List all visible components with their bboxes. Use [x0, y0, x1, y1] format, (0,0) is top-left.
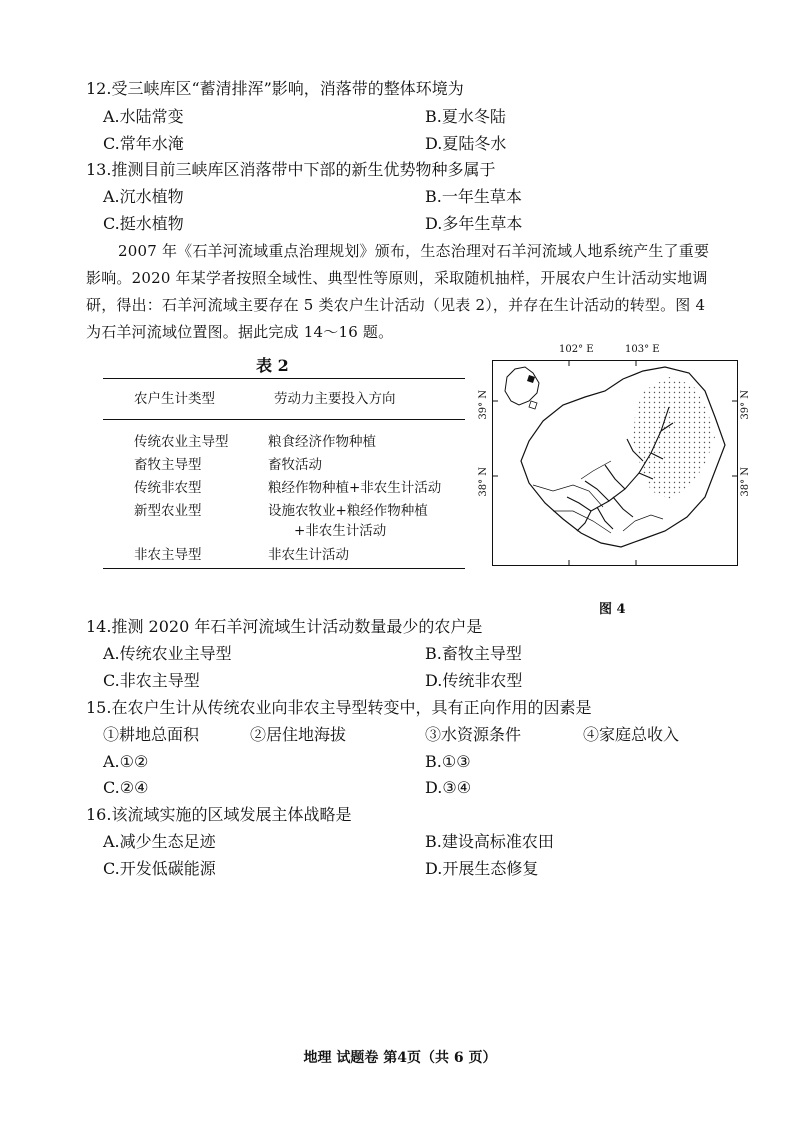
q13-option-d: D.多年生草本 [425, 214, 523, 233]
q15-factor-1: ①耕地总面积 [103, 725, 200, 744]
table-row-2-type: 畜牧主导型 [134, 457, 202, 473]
q15-option-c: C.②④ [103, 778, 149, 797]
passage-line-3: 研，得出：石羊河流域主要存在 5 类农户生计活动（见表 2），并存在生计活动的转型。图 4 [86, 296, 706, 314]
q16-option-d: D.开展生态修复 [425, 859, 539, 878]
table-bottom-rule [103, 568, 465, 569]
q14-option-c: C.非农主导型 [103, 671, 200, 690]
q13-option-b: B.一年生草本 [425, 187, 522, 206]
location-map [492, 360, 738, 566]
figure-4-label: 图 4 [599, 602, 626, 617]
q12-option-a: A.水陆常变 [103, 107, 184, 126]
q13-option-a: A.沉水植物 [103, 187, 184, 206]
q13-option-c: C.挺水植物 [103, 214, 184, 233]
map-top-lon-103: 103° E [625, 344, 660, 355]
q15-option-d: D.③④ [425, 778, 472, 797]
table-row-1-direction: 粮食经济作物种植 [268, 434, 376, 450]
question-14-stem: 14.推测 2020 年石羊河流域生计活动数量最少的农户是 [86, 617, 483, 636]
table-row-4-type: 新型农业型 [134, 503, 202, 519]
q16-option-a: A.减少生态足迹 [103, 832, 216, 851]
q15-option-a: A.①② [103, 752, 149, 771]
q12-option-b: B.夏水冬陆 [425, 107, 506, 126]
map-left-lat-38: 38° N [478, 467, 489, 497]
map-top-lon-102: 102° E [559, 344, 594, 355]
q16-option-c: C.开发低碳能源 [103, 859, 216, 878]
q15-option-b: B.①③ [425, 752, 471, 771]
table-header-type: 农户生计类型 [134, 391, 215, 407]
map-left-lat-39: 39° N [478, 390, 489, 420]
table-row-5-type: 非农主导型 [134, 547, 202, 563]
question-16-stem: 16.该流域实施的区域发展主体战略是 [86, 805, 352, 824]
table-row-5-direction: 非农生计活动 [268, 547, 349, 563]
passage-line-4: 为石羊河流域位置图。据此完成 14～16 题。 [86, 323, 394, 341]
table-header-direction: 劳动力主要投入方向 [274, 391, 396, 407]
desert-area [633, 377, 715, 499]
table-top-rule [103, 378, 465, 379]
q14-option-a: A.传统农业主导型 [103, 644, 232, 663]
china-inset-icon [505, 367, 539, 409]
table-title: 表 2 [256, 356, 289, 375]
passage-line-2: 影响。2020 年某学者按照全域性、典型性等原则，采取随机抽样，开展农户生计活动实地调 [86, 269, 708, 287]
q14-option-b: B.畜牧主导型 [425, 644, 522, 663]
map-right-lat-38: 38° N [740, 467, 751, 497]
table-row-2-direction: 畜牧活动 [268, 457, 322, 473]
q12-option-d: D.夏陆冬水 [425, 134, 507, 153]
map-right-lat-39: 39° N [740, 390, 751, 420]
basin-map-graphic [493, 361, 737, 565]
q16-option-b: B.建设高标准农田 [425, 832, 554, 851]
table-row-4-direction: 设施农牧业+粮经作物种植 [268, 503, 428, 519]
q14-option-d: D.传统非农型 [425, 671, 523, 690]
question-13-stem: 13.推测目前三峡库区消落带中下部的新生优势物种多属于 [86, 160, 496, 179]
table-row-3-direction: 粮经作物种植+非农生计活动 [268, 480, 442, 496]
q15-factor-3: ③水资源条件 [425, 725, 522, 744]
page-footer: 地理 试题卷 第4页（共 6 页） [303, 1050, 497, 1066]
q15-factor-2: ②居住地海拔 [250, 725, 347, 744]
q15-factor-4: ④家庭总收入 [583, 725, 680, 744]
table-row-3-type: 传统非农型 [134, 480, 202, 496]
question-15-stem: 15.在农户生计从传统农业向非农主导型转变中，具有正向作用的因素是 [86, 698, 592, 717]
table-header-rule [103, 419, 465, 420]
table-row-4-direction-cont: +非农生计活动 [294, 523, 387, 539]
q12-option-c: C.常年水淹 [103, 134, 184, 153]
passage-line-1: 2007 年《石羊河流域重点治理规划》颁布，生态治理对石羊河流域人地系统产生了重要 [118, 242, 710, 260]
question-12-stem: 12.受三峡库区“蓄清排浑”影响，消落带的整体环境为 [86, 79, 464, 98]
table-row-1-type: 传统农业主导型 [134, 434, 229, 450]
